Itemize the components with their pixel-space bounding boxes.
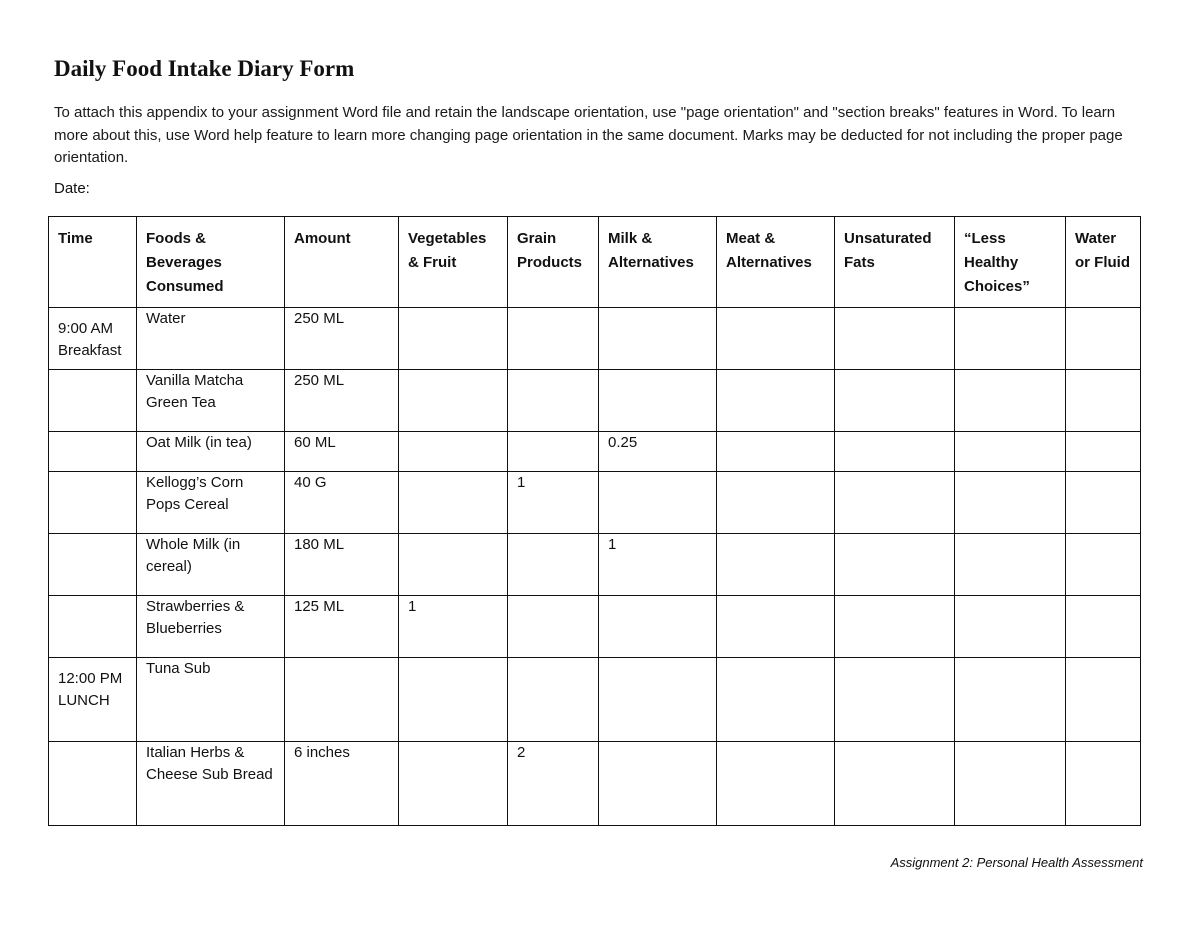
- less-healthy-cell: [955, 658, 1066, 742]
- amount-text: 180 ML: [294, 536, 345, 553]
- table-row: [49, 472, 1141, 534]
- table-row: [49, 370, 1141, 432]
- milk-text: 1: [608, 536, 617, 553]
- amount-text: 250 ML: [294, 372, 345, 389]
- meat-cell: [717, 308, 835, 370]
- header-less-healthy-choices: “Less Healthy Choices”: [955, 217, 1066, 308]
- food-cell: [137, 534, 285, 596]
- amount-text: 6 inches: [294, 744, 350, 761]
- header-time: Time: [49, 217, 137, 308]
- amount-cell: [285, 742, 399, 826]
- food-text: Kellogg’s Corn Pops Cereal: [146, 474, 244, 513]
- time-text: 12:00 PM LUNCH: [58, 670, 123, 709]
- time-text: [49, 596, 136, 606]
- time-text: [49, 534, 136, 544]
- time-text: 9:00 AM Breakfast: [58, 320, 122, 359]
- time-text: [49, 472, 136, 482]
- time-cell: [49, 596, 137, 658]
- time-cell: [49, 370, 137, 432]
- milk-cell: [599, 596, 717, 658]
- time-text: [49, 370, 136, 380]
- meat-cell: [717, 472, 835, 534]
- time-cell: [49, 658, 137, 742]
- table-body: [49, 308, 1141, 826]
- food-text: Water: [146, 310, 186, 327]
- water-cell: [1066, 432, 1141, 472]
- food-cell: [137, 596, 285, 658]
- amount-cell: [285, 534, 399, 596]
- less-healthy-cell: [955, 370, 1066, 432]
- water-cell: [1066, 742, 1141, 826]
- time-cell: [49, 308, 137, 370]
- veg-fruit-cell: [399, 534, 508, 596]
- page-title: Daily Food Intake Diary Form: [54, 56, 355, 81]
- less-healthy-cell: [955, 534, 1066, 596]
- instructions-paragraph: To attach this appendix to your assignment Word file and retain the landscape orientation, use "page orientation" and "section breaks" features in Word. To learn more about this, use Word help feature to learn more changing page orientation in the same document. Marks may be deducted for not including the proper page orientation.: [54, 104, 1123, 166]
- fats-cell: [835, 658, 955, 742]
- table-row: [49, 432, 1141, 472]
- less-healthy-cell: [955, 308, 1066, 370]
- food-cell: [137, 742, 285, 826]
- veg-fruit-text: 1: [408, 598, 417, 615]
- time-cell: [49, 472, 137, 534]
- amount-cell: [285, 658, 399, 742]
- food-text: Whole Milk (in cereal): [146, 536, 241, 575]
- table-row: [49, 534, 1141, 596]
- meat-cell: [717, 596, 835, 658]
- table-header-row: [49, 217, 1141, 308]
- amount-cell: [285, 432, 399, 472]
- food-text: Italian Herbs & Cheese Sub Bread: [146, 744, 273, 783]
- grain-text: 1: [517, 474, 526, 491]
- food-cell: [137, 658, 285, 742]
- milk-cell: [599, 658, 717, 742]
- veg-fruit-cell: [399, 472, 508, 534]
- water-cell: [1066, 534, 1141, 596]
- grain-text: 2: [517, 744, 526, 761]
- grain-cell: [508, 432, 599, 472]
- fats-cell: [835, 534, 955, 596]
- less-healthy-cell: [955, 472, 1066, 534]
- grain-cell: [508, 534, 599, 596]
- amount-text: 125 ML: [294, 598, 345, 615]
- fats-cell: [835, 472, 955, 534]
- water-cell: [1066, 370, 1141, 432]
- fats-cell: [835, 432, 955, 472]
- amount-cell: [285, 472, 399, 534]
- amount-text: 60 ML: [294, 434, 336, 451]
- grain-cell: [508, 370, 599, 432]
- fats-cell: [835, 308, 955, 370]
- veg-fruit-cell: [399, 742, 508, 826]
- fats-cell: [835, 370, 955, 432]
- grain-cell: [508, 596, 599, 658]
- grain-cell: [508, 658, 599, 742]
- footer-note: Assignment 2: Personal Health Assessment: [890, 855, 1143, 870]
- table-row: [49, 596, 1141, 658]
- header-grain-products: Grain Products: [508, 217, 599, 308]
- header-meat-alternatives: Meat & Alternatives: [717, 217, 835, 308]
- food-text: Strawberries & Blueberries: [146, 598, 245, 637]
- veg-fruit-cell: [399, 308, 508, 370]
- time-cell: [49, 534, 137, 596]
- less-healthy-cell: [955, 432, 1066, 472]
- less-healthy-cell: [955, 596, 1066, 658]
- veg-fruit-cell: [399, 432, 508, 472]
- meat-cell: [717, 658, 835, 742]
- amount-cell: [285, 596, 399, 658]
- meat-cell: [717, 534, 835, 596]
- fats-cell: [835, 742, 955, 826]
- milk-text: 0.25: [608, 434, 638, 451]
- milk-cell: [599, 742, 717, 826]
- amount-text: 250 ML: [294, 310, 345, 327]
- meat-cell: [717, 742, 835, 826]
- food-text: Oat Milk (in tea): [146, 434, 252, 451]
- time-cell: [49, 432, 137, 472]
- grain-cell: [508, 308, 599, 370]
- food-cell: [137, 432, 285, 472]
- time-text: [49, 742, 136, 752]
- milk-cell: [599, 308, 717, 370]
- milk-cell: [599, 432, 717, 472]
- table-row: [49, 742, 1141, 826]
- amount-text: 40 G: [294, 474, 327, 491]
- grain-cell: [508, 742, 599, 826]
- header-amount: Amount: [285, 217, 399, 308]
- milk-cell: [599, 534, 717, 596]
- meat-cell: [717, 370, 835, 432]
- milk-cell: [599, 472, 717, 534]
- date-label: Date:: [54, 180, 90, 197]
- header-foods-beverages: Foods & Beverages Consumed: [137, 217, 285, 308]
- water-cell: [1066, 472, 1141, 534]
- amount-cell: [285, 308, 399, 370]
- header-milk-alternatives: Milk & Alternatives: [599, 217, 717, 308]
- water-cell: [1066, 596, 1141, 658]
- table-row: [49, 308, 1141, 370]
- header-water-fluid: Water or Fluid: [1066, 217, 1141, 308]
- water-cell: [1066, 308, 1141, 370]
- water-cell: [1066, 658, 1141, 742]
- food-diary-table: [48, 216, 1141, 826]
- meat-cell: [717, 432, 835, 472]
- food-cell: [137, 370, 285, 432]
- veg-fruit-cell: [399, 596, 508, 658]
- veg-fruit-cell: [399, 658, 508, 742]
- less-healthy-cell: [955, 742, 1066, 826]
- food-text: Vanilla Matcha Green Tea: [146, 372, 244, 411]
- food-cell: [137, 308, 285, 370]
- milk-cell: [599, 370, 717, 432]
- time-cell: [49, 742, 137, 826]
- grain-cell: [508, 472, 599, 534]
- veg-fruit-cell: [399, 370, 508, 432]
- header-unsaturated-fats: Unsaturated Fats: [835, 217, 955, 308]
- food-cell: [137, 472, 285, 534]
- amount-cell: [285, 370, 399, 432]
- table-row: [49, 658, 1141, 742]
- time-text: [49, 432, 136, 442]
- fats-cell: [835, 596, 955, 658]
- food-text: Tuna Sub: [146, 660, 211, 677]
- header-vegetables-fruit: Vegetables & Fruit: [399, 217, 508, 308]
